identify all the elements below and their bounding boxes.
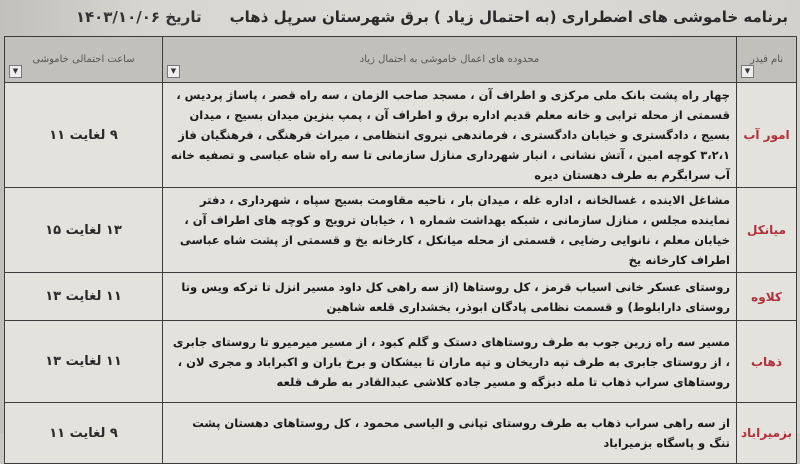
column-header-area xyxy=(163,37,737,83)
filter-dropdown-icon[interactable]: ▼ xyxy=(741,65,754,78)
column-header-feeder-label: نام فیدر xyxy=(749,54,784,65)
filter-dropdown-icon[interactable]: ▼ xyxy=(167,65,180,78)
table-row xyxy=(5,273,797,321)
page-title: برنامه خاموشی های اضطراری (به احتمال زیاد ) برق شهرستان سرپل ذهاب xyxy=(229,8,788,26)
area-cell[interactable]: چهار راه پشت بانک ملی مرکزی و اطراف آن ، مسجد صاحب الزمان ، سه راه قصر ، پاساژ پردیس ، قسمتی از محله ترابی و خانه معلم قدیم اداره برق و اطراف آن ، پمپ بنزین میدان بسیج ، میدان بسیج ، دادگستری و خیابان دادگستری ، فرماندهی نیروی انتظامی ، میراث فرهنگی ، فرهنگیان فاز ۳،۲،۱ کوچه امین ، آتش نشانی ، انبار شهرداری منازل سازمانی تا سه راه شاه عباسی و تصفیه خانه آب سرابگرم به طرف دهستان دیره xyxy=(163,83,737,188)
table-row xyxy=(5,403,797,464)
table-row xyxy=(5,188,797,273)
schedule-date: تاریخ ۱۴۰۳/۱۰/۰۶ xyxy=(75,8,202,26)
table-header-row xyxy=(5,37,797,83)
table-row xyxy=(5,83,797,188)
feeder-cell[interactable]: ذهاب xyxy=(737,321,797,403)
feeder-cell[interactable]: امور آب xyxy=(737,83,797,188)
time-cell[interactable]: ۹ لغایت ۱۱ xyxy=(5,403,163,464)
column-header-time xyxy=(5,37,163,83)
feeder-cell[interactable]: کلاوه xyxy=(737,273,797,321)
column-header-area-label: محدوده های اعمال خاموشی به احتمال زیاد xyxy=(359,54,540,65)
area-cell[interactable]: روستای عسکر خانی اسیاب قرمز ، کل روستاها (از سه راهی کل داود مسیر انزل تا ترکه ویس وتا روستای دارابلوط) و قسمت نظامی پادگان ابوذر، بخشداری قلعه شاهین xyxy=(163,273,737,321)
column-header-time-label: ساعت احتمالی خاموشی xyxy=(32,54,135,65)
time-cell[interactable]: ۱۱ لغایت ۱۳ xyxy=(5,273,163,321)
table-row xyxy=(5,321,797,403)
column-header-feeder xyxy=(737,37,797,83)
area-cell[interactable]: مسیر سه راه زرین جوب به طرف روستاهای دستک و گلم کبود ، از مسیر میرمیرو تا روستای جابری ، از روستای جابری به طرف تپه داریخان و تپه ماران تا بیشکان و برخ باران و اکبراباد و مجری لان ، روستاهای سراب ذهاب تا مله دبزگه و مسیر جاده کلاشی عبدالقادر به طرف قلعه xyxy=(163,321,737,403)
title-bar xyxy=(0,0,800,34)
time-cell[interactable]: ۱۳ لغایت ۱۵ xyxy=(5,188,163,273)
feeder-cell[interactable]: بزمیراباد xyxy=(737,403,797,464)
time-cell[interactable]: ۱۱ لغایت ۱۳ xyxy=(5,321,163,403)
filter-dropdown-icon[interactable]: ▼ xyxy=(9,65,22,78)
area-cell[interactable]: از سه راهی سراب ذهاب به طرف روستای تپانی و الیاسی محمود ، کل روستاهای دهستان پشت تنگ و پاسگاه بزمیراباد xyxy=(163,403,737,464)
outage-table xyxy=(4,36,797,464)
area-cell[interactable]: مشاغل الاینده ، غسالخانه ، اداره غله ، میدان بار ، ناحیه مقاومت بسیج سپاه ، شهرداری ، دفتر نماینده مجلس ، منازل سازمانی ، شبکه بهداشت شماره ۱ ، خیابان ترویج و کوچه های اطراف آن ، خیابان معلم ، نانوایی رضایی ، قسمتی از محله میانکل ، کارخانه یخ و قسمتی از پشت شاه عباسی اطراف کارخانه یخ xyxy=(163,188,737,273)
time-cell[interactable]: ۹ لغایت ۱۱ xyxy=(5,83,163,188)
feeder-cell[interactable]: میانکل xyxy=(737,188,797,273)
